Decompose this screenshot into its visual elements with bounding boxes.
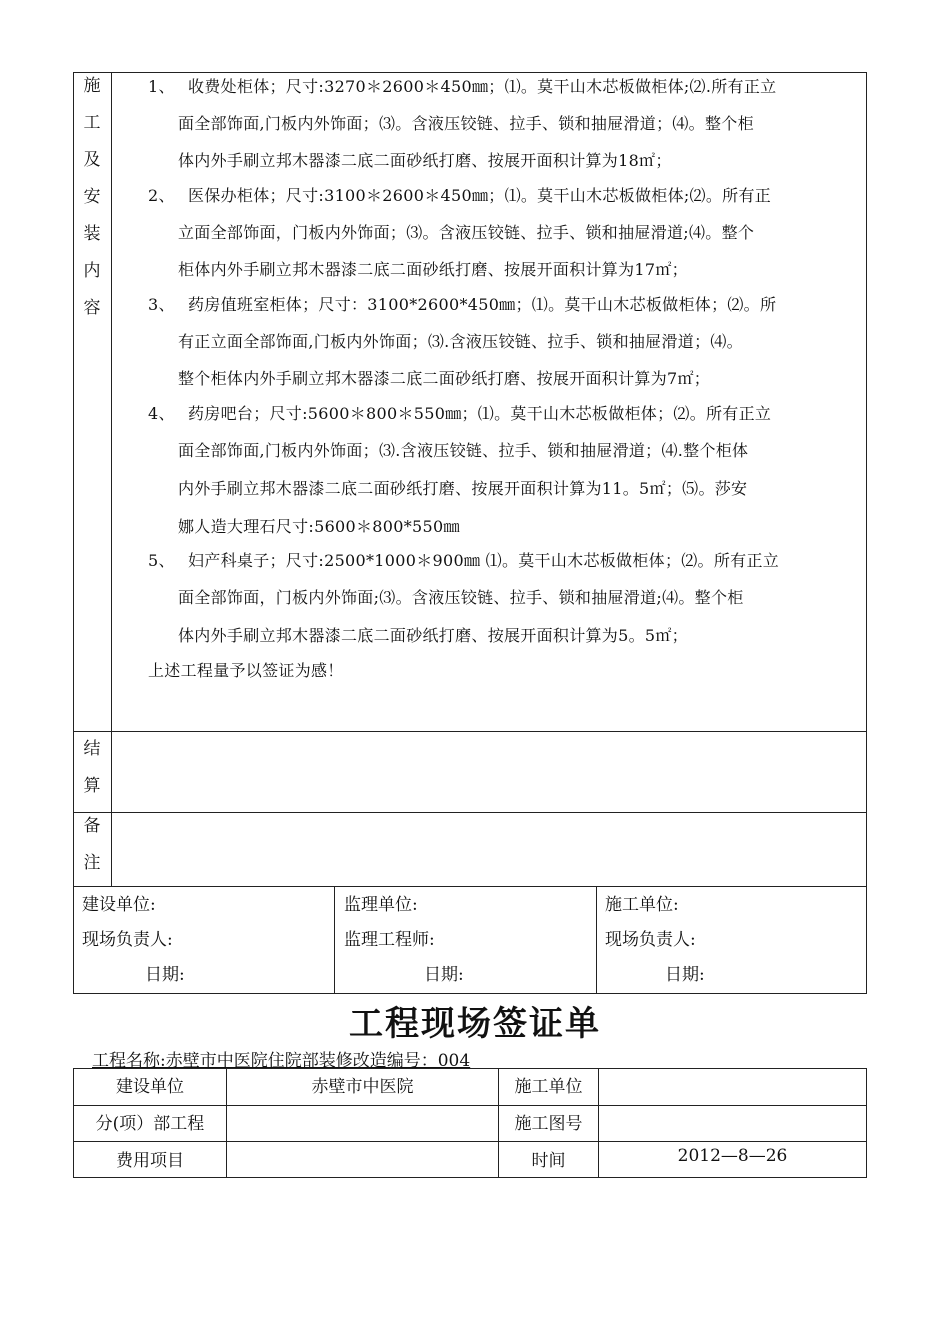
sig-person-supervisor: 监理工程师: <box>344 930 435 950</box>
item-number: 1、 <box>148 77 175 96</box>
contractor-label: 施工单位 <box>514 1077 583 1097</box>
owner-label: 建设单位 <box>116 1077 184 1097</box>
sig-unit-supervisor: 监理单位: <box>344 895 418 915</box>
item-text: 药房值班室柜体；尺寸：3100*2600*450㎜；⑴。莫干山木芯板做柜体；⑵。所 <box>188 295 777 314</box>
remarks-label: 备 注 <box>83 816 101 873</box>
item-text: 面全部饰面,门板内外饰面；⑶。含液压铰链、拉手、锁和抽屉滑道；⑷。整个柜 <box>178 114 754 133</box>
sig-date-supervisor: 日期: <box>424 965 464 985</box>
project-name-line: 工程名称:赤壁市中医院住院部装修改造编号：004 <box>92 1051 471 1071</box>
item-text: 收费处柜体；尺寸:3270＊2600＊450㎜；⑴。莫干山木芯板做柜体;⑵.所有正立 <box>188 77 777 96</box>
time-label: 时间 <box>531 1151 566 1171</box>
closing-statement: 上述工程量予以签证为感！ <box>148 661 344 680</box>
item-text: 药房吧台；尺寸:5600＊800＊550㎜；⑴。莫干山木芯板做柜体；⑵。所有正立 <box>188 404 772 423</box>
item-text: 柜体内外手刷立邦木器漆二底二面砂纸打磨、按展开面积计算为17㎡； <box>178 260 688 279</box>
sig-date-contractor: 日期: <box>665 965 705 985</box>
row-divider <box>73 731 867 732</box>
item-text: 娜人造大理石尺寸:5600＊800*550㎜ <box>178 517 460 536</box>
sig-unit-owner: 建设单位: <box>82 895 156 915</box>
owner-value: 赤壁市中医院 <box>311 1077 414 1097</box>
signature-divider <box>596 886 597 994</box>
settlement-label: 结 算 <box>83 739 101 796</box>
info-row-divider <box>73 1105 867 1106</box>
sig-person-owner: 现场负责人: <box>82 930 173 950</box>
item-number: 4、 <box>148 404 175 423</box>
item-text: 整个柜体内外手刷立邦木器漆二底二面砂纸打磨、按展开面积计算为7㎡； <box>178 369 711 388</box>
sig-date-owner: 日期: <box>145 965 185 985</box>
cost-item-label: 费用项目 <box>116 1151 184 1171</box>
subproject-label: 分(项）部工程 <box>95 1114 205 1134</box>
item-text: 面全部饰面，门板内外饰面;⑶。含液压铰链、拉手、锁和抽屉滑道;⑷。整个柜 <box>178 588 744 607</box>
construction-label: 施 工 及 安 装 内 容 <box>83 76 101 318</box>
row-divider <box>73 886 867 887</box>
form-title: 工程现场签证单 <box>349 1004 601 1044</box>
label-column-divider <box>111 72 112 887</box>
sig-unit-contractor: 施工单位: <box>605 895 679 915</box>
sig-person-contractor: 现场负责人: <box>605 930 696 950</box>
item-text: 妇产科桌子；尺寸:2500*1000＊900㎜ ⑴。莫干山木芯板做柜体；⑵。所有正立 <box>188 551 780 570</box>
item-text: 医保办柜体；尺寸:3100＊2600＊450㎜；⑴。莫干山木芯板做柜体;⑵。所有正 <box>188 186 772 205</box>
item-text: 面全部饰面,门板内外饰面；⑶.含液压铰链、拉手、锁和抽屉滑道；⑷.整个柜体 <box>178 441 749 460</box>
item-text: 体内外手刷立邦木器漆二底二面砂纸打磨、按展开面积计算为5。5㎡； <box>178 626 688 645</box>
signature-divider <box>334 886 335 994</box>
time-value: 2012—8—26 <box>677 1146 788 1166</box>
item-number: 5、 <box>148 551 175 570</box>
row-divider <box>73 812 867 813</box>
item-text: 体内外手刷立邦木器漆二底二面砂纸打磨、按展开面积计算为18㎡； <box>178 151 672 170</box>
item-text: 有正立面全部饰面,门板内外饰面；⑶.含液压铰链、拉手、锁和抽屉滑道；⑷。 <box>178 332 743 351</box>
item-text: 内外手刷立邦木器漆二底二面砂纸打磨、按展开面积计算为11。5㎡；⑸。莎安 <box>178 479 748 498</box>
item-number: 3、 <box>148 295 175 314</box>
info-row-divider <box>73 1141 867 1142</box>
item-text: 立面全部饰面，门板内外饰面；⑶。含液压铰链、拉手、锁和抽屉滑道;⑷。整个 <box>178 223 755 242</box>
drawing-no-label: 施工图号 <box>514 1114 583 1134</box>
item-number: 2、 <box>148 186 175 205</box>
